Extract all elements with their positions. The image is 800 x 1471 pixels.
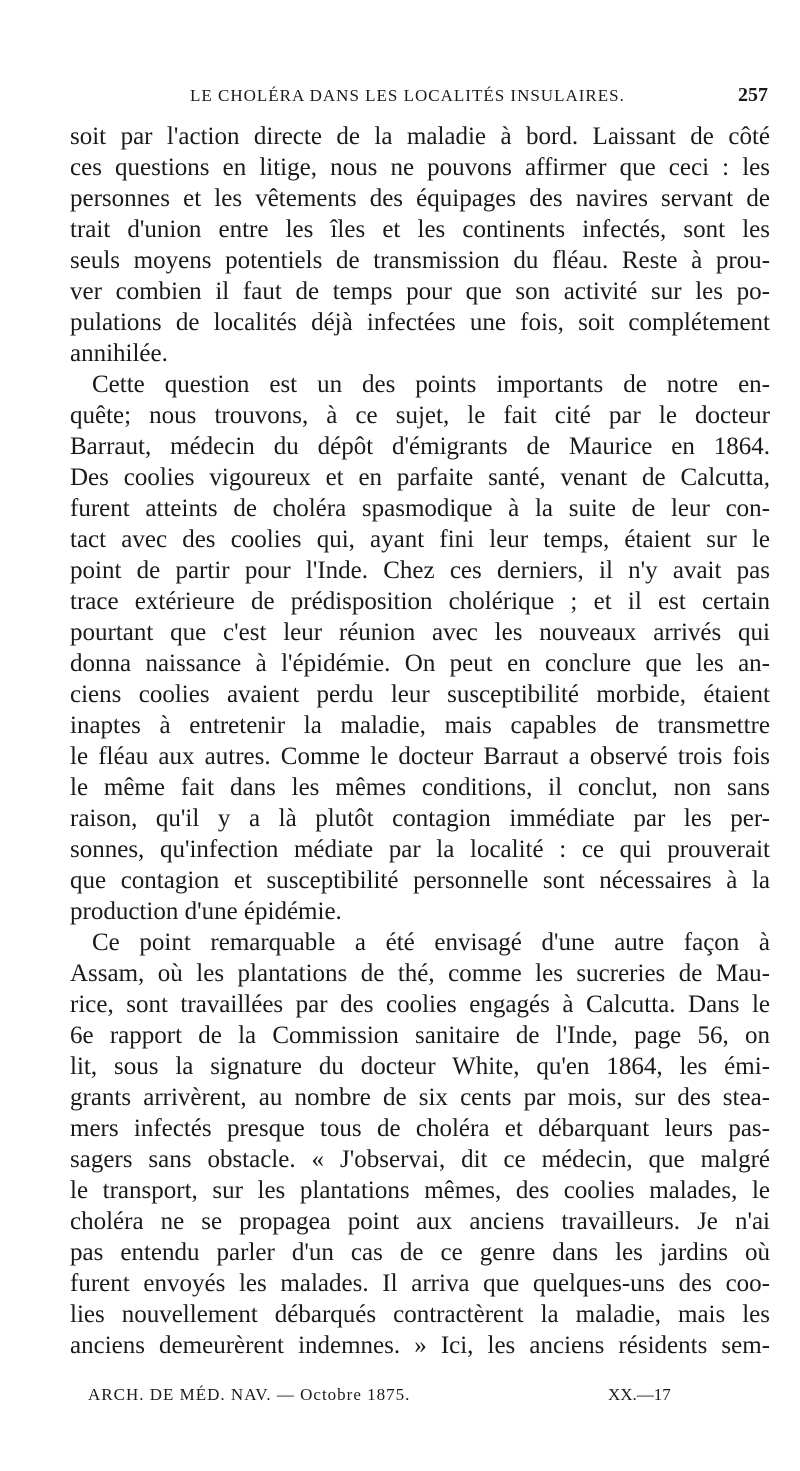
page-footer bbox=[88, 1385, 688, 1409]
signature-mark: XX.—17 bbox=[608, 1385, 671, 1404]
text-line: le transport, sur les plantations mêmes, des coolies malades, le bbox=[70, 1177, 770, 1204]
text-line: Cette question est un des points importants de notre en- bbox=[92, 371, 770, 398]
text-line: lit, sous la signature du docteur White, qu'en 1864, les émi- bbox=[70, 1053, 770, 1080]
text-line: quête; nous trouvons, à ce sujet, le fait cité par le docteur bbox=[70, 402, 770, 429]
text-line: pourtant que c'est leur réunion avec les nouveaux arrivés qui bbox=[70, 619, 770, 646]
text-line: grants arrivèrent, au nombre de six cents par mois, sur des stea- bbox=[70, 1084, 770, 1111]
text-line: tact avec des coolies qui, ayant fini leur temps, étaient sur le bbox=[70, 526, 770, 553]
text-line: ver combien il faut de temps pour que son activité sur les po- bbox=[70, 278, 770, 305]
text-line: le même fait dans les mêmes conditions, il conclut, non sans bbox=[70, 774, 770, 801]
text-line: sonnes, qu'infection médiate par la localité : ce qui prouverait bbox=[70, 836, 770, 863]
journal-reference: ARCH. DE MÉD. NAV. — Octobre 1875. bbox=[88, 1385, 411, 1404]
text-line: choléra ne se propagea point aux anciens travailleurs. Je n'ai bbox=[70, 1208, 770, 1235]
running-head bbox=[72, 86, 768, 112]
text-line: anciens demeurèrent indemnes. » Ici, les anciens résidents sem- bbox=[70, 1332, 770, 1359]
text-line: inaptes à entretenir la maladie, mais capables de transmettre bbox=[70, 712, 770, 739]
text-line: ces questions en litige, nous ne pouvons affirmer que ceci : les bbox=[70, 154, 770, 181]
text-line: trace extérieure de prédisposition cholérique ; et il est certain bbox=[70, 588, 770, 615]
text-line: donna naissance à l'épidémie. On peut en conclure que les an- bbox=[70, 650, 770, 677]
text-line: pulations de localités déjà infectées une fois, soit complétement bbox=[70, 309, 770, 336]
running-title: LE CHOLÉRA DANS LES LOCALITÉS INSULAIRES. bbox=[190, 86, 625, 105]
text-line: rice, sont travaillées par des coolies engagés à Calcutta. Dans le bbox=[70, 991, 770, 1018]
page-number: 257 bbox=[738, 84, 768, 106]
text-line: Des coolies vigoureux et en parfaite santé, venant de Calcutta, bbox=[70, 464, 770, 491]
text-line: soit par l'action directe de la maladie à bord. Laissant de côté bbox=[70, 123, 770, 150]
text-line: trait d'union entre les îles et les continents infectés, sont les bbox=[70, 216, 770, 243]
text-line: pas entendu parler d'un cas de ce genre dans les jardins où bbox=[70, 1239, 770, 1266]
text-line: raison, qu'il y a là plutôt contagion immédiate par les per- bbox=[70, 805, 770, 832]
text-line: Ce point remarquable a été envisagé d'une autre façon à bbox=[92, 929, 770, 956]
text-line: furent atteints de choléra spasmodique à la suite de leur con- bbox=[70, 495, 770, 522]
text-line: le fléau aux autres. Comme le docteur Barraut a observé trois fois bbox=[70, 743, 770, 770]
text-line: annihilée. bbox=[70, 340, 168, 367]
text-line: sagers sans obstacle. « J'observai, dit ce médecin, que malgré bbox=[70, 1146, 770, 1173]
text-line: 6e rapport de la Commission sanitaire de l'Inde, page 56, on bbox=[70, 1022, 770, 1049]
text-line: furent envoyés les malades. Il arriva que quelques-uns des coo- bbox=[70, 1270, 770, 1297]
text-line: Assam, où les plantations de thé, comme les sucreries de Mau- bbox=[70, 960, 770, 987]
text-line: mers infectés presque tous de choléra et débarquant leurs pas- bbox=[70, 1115, 770, 1142]
text-line: production d'une épidémie. bbox=[70, 898, 342, 925]
text-line: Barraut, médecin du dépôt d'émigrants de Maurice en 1864. bbox=[70, 433, 770, 460]
text-line: personnes et les vêtements des équipages des navires servant de bbox=[70, 185, 770, 212]
text-line: ciens coolies avaient perdu leur susceptibilité morbide, étaient bbox=[70, 681, 770, 708]
text-line: point de partir pour l'Inde. Chez ces derniers, il n'y avait pas bbox=[70, 557, 770, 584]
body-text bbox=[70, 121, 770, 1361]
text-line: lies nouvellement débarqués contractèrent la maladie, mais les bbox=[70, 1301, 770, 1328]
text-line: que contagion et susceptibilité personnelle sont nécessaires à la bbox=[70, 867, 770, 894]
text-line: seuls moyens potentiels de transmission du fléau. Reste à prou- bbox=[70, 247, 770, 274]
